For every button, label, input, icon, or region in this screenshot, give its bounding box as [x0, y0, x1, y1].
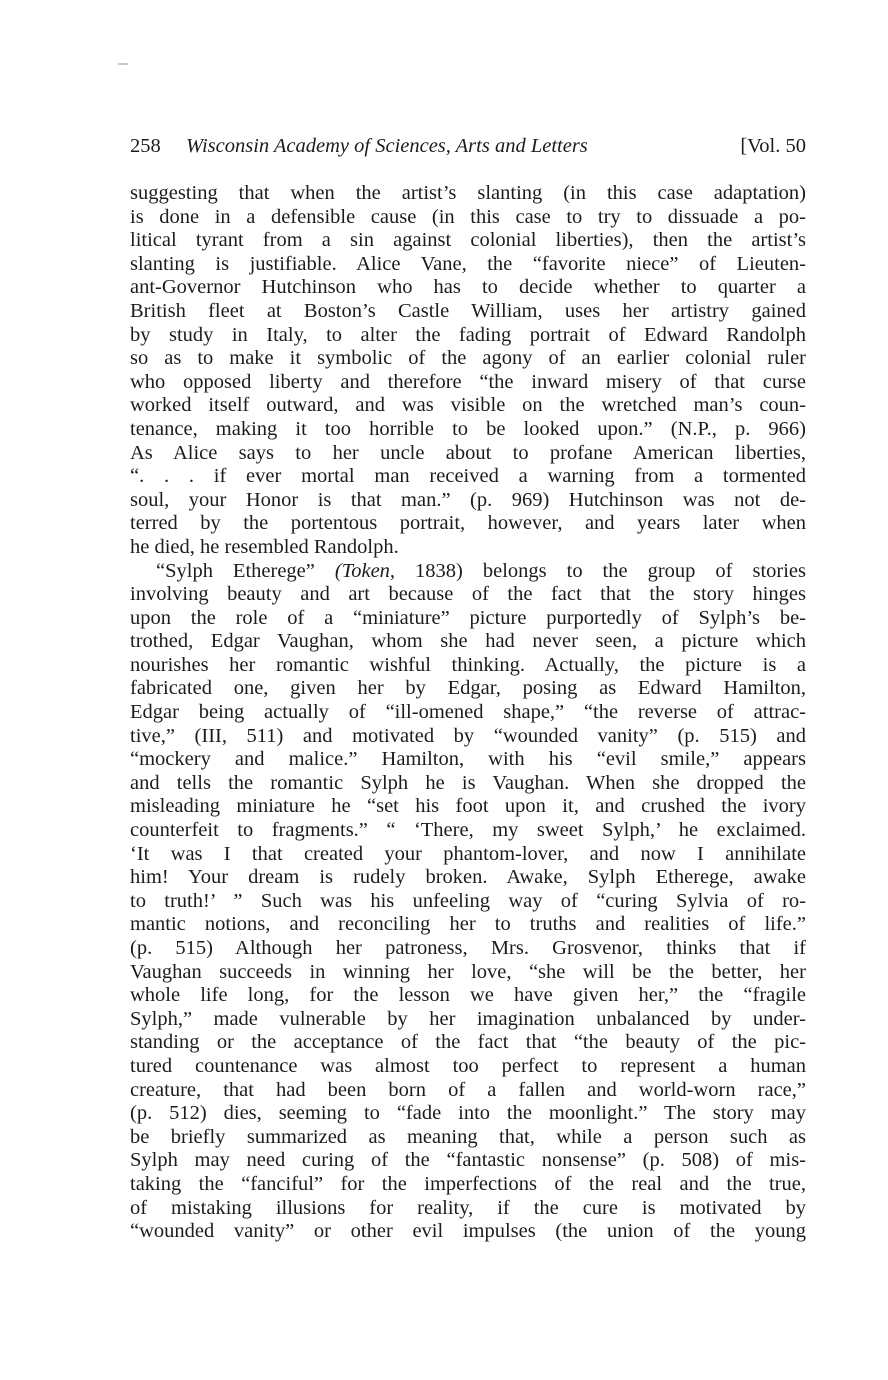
text-line: ant-Governor Hutchinson who has to decide whether to quarter a — [130, 276, 806, 299]
text-line: litical tyrant from a sin against colonial liberties), then the artist’s — [130, 229, 806, 252]
text-line: slanting is justifiable. Alice Vane, the “favorite niece” of Lieuten- — [130, 252, 806, 275]
text-line: Edgar being actually of “ill-omened shape,” “the reverse of attrac- — [130, 701, 806, 724]
text-line: misleading miniature he “set his foot upon it, and crushed the ivory — [130, 795, 806, 818]
text-line: and tells the romantic Sylph he is Vaughan. When she dropped the — [130, 771, 806, 794]
text-line: be briefly summarized as meaning that, while a person such as — [130, 1125, 806, 1148]
volume-number: [Vol. 50 — [740, 135, 806, 157]
text-line: “. . . if ever mortal man received a warning from a tormented — [130, 465, 806, 488]
text-line: Vaughan succeeds in winning her love, “she will be the better, her — [130, 960, 806, 983]
text-line: trothed, Edgar Vaughan, whom she had never seen, a picture which — [130, 630, 806, 653]
text-line: ‘It was I that created your phantom-lover, and now I annihilate — [130, 842, 806, 865]
text-line: whole life long, for the lesson we have given her,” the “fragile — [130, 984, 806, 1007]
text-line: Sylph,” made vulnerable by her imagination unbalanced by under- — [130, 1007, 806, 1030]
running-header — [130, 133, 806, 161]
text-line: tenance, making it too horrible to be looked upon.” (N.P., p. 966) — [130, 417, 806, 440]
paragraph — [130, 560, 806, 1244]
text-line: (p. 512) dies, seeming to “fade into the moonlight.” The story may — [130, 1102, 806, 1125]
text-line: standing or the acceptance of the fact that “the beauty of the pic- — [130, 1031, 806, 1054]
text-line: by study in Italy, to alter the fading portrait of Edward Randolph — [130, 323, 806, 346]
text-line: taking the “fanciful” for the imperfections of the real and the true, — [130, 1172, 806, 1195]
text-line: upon the role of a “miniature” picture purportedly of Sylph’s be- — [130, 606, 806, 629]
text-line: nourishes her romantic wishful thinking. Actually, the picture is a — [130, 653, 806, 676]
text-line: counterfeit to fragments.” “ ‘There, my sweet Sylph,’ he exclaimed. — [130, 819, 806, 842]
text-line: tured countenance was almost too perfect to represent a human — [130, 1054, 806, 1077]
text-line: British fleet at Boston’s Castle William, uses her artistry gained — [130, 299, 806, 322]
text-line: (p. 515) Although her patroness, Mrs. Grosvenor, thinks that if — [130, 937, 806, 959]
text-line: he died, he resembled Randolph. — [130, 535, 399, 558]
text-line: fabricated one, given her by Edgar, posing as Edward Hamilton, — [130, 677, 806, 700]
paragraph — [130, 182, 806, 560]
text-line: of mistaking illusions for reality, if the cure is motivated by — [130, 1196, 806, 1219]
text-line: tive,” (III, 511) and motivated by “wounded vanity” (p. 515) and — [130, 724, 806, 747]
text-line: worked itself outward, and was visible on the wretched man’s coun- — [130, 394, 806, 417]
text-line: As Alice says to her uncle about to profane American liberties, — [130, 441, 806, 464]
page-number: 258 — [130, 135, 161, 157]
text-line: so as to make it symbolic of the agony of an earlier colonial ruler — [130, 347, 806, 370]
text-line: who opposed liberty and therefore “the inward misery of that curse — [130, 370, 806, 393]
text-line: mantic notions, and reconciling her to truths and realities of life.” — [130, 913, 806, 936]
journal-title: Wisconsin Academy of Sciences, Arts and Letters — [186, 135, 588, 157]
text-line: Sylph may need curing of the “fantastic nonsense” (p. 508) of mis- — [130, 1149, 806, 1172]
text-line: involving beauty and art because of the fact that the story hinges — [130, 583, 806, 606]
body-text — [130, 182, 806, 1244]
text-line: soul, your Honor is that man.” (p. 969) Hutchinson was not de- — [130, 488, 806, 511]
text-line: is done in a defensible cause (in this case to try to dissuade a po- — [130, 205, 806, 228]
scan-speck — [118, 63, 128, 65]
text-line: “wounded vanity” or other evil impulses (the union of the young — [130, 1220, 806, 1243]
text-line: to truth!’ ” Such was his unfeeling way of “curing Sylvia of ro- — [130, 889, 806, 912]
text-line: him! Your dream is rudely broken. Awake, Sylph Etherege, awake — [130, 866, 806, 889]
text-line: “Sylph Etherege” (Token, 1838) belongs to the group of stories — [156, 559, 806, 582]
text-line: creature, that had been born of a fallen and world-worn race,” — [130, 1078, 806, 1101]
text-line: suggesting that when the artist’s slanting (in this case adaptation) — [130, 182, 806, 204]
text-line: “mockery and malice.” Hamilton, with his “evil smile,” appears — [130, 748, 806, 771]
text-line: terred by the portentous portrait, however, and years later when — [130, 512, 806, 535]
